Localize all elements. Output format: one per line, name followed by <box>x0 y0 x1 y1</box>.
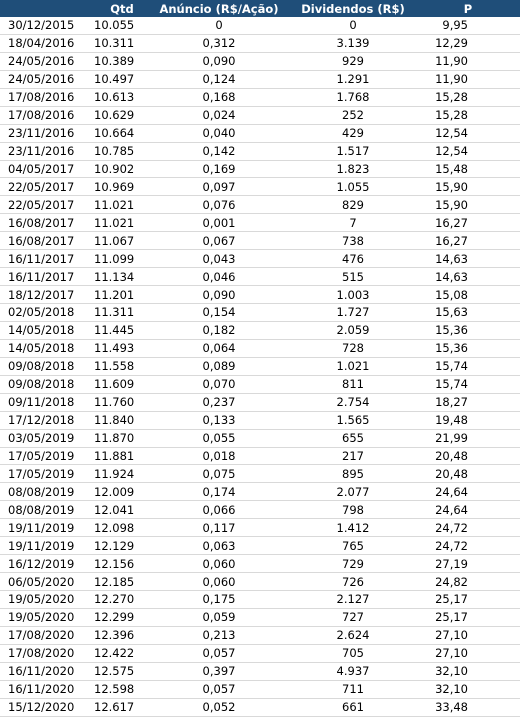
cell-anuncio: 0,066 <box>202 502 236 517</box>
cell-anuncio: 0,182 <box>202 323 236 338</box>
cell-date: 17/08/2016 <box>8 90 75 105</box>
cell-qtd: 11.609 <box>94 377 135 392</box>
cell-qtd: 11.760 <box>94 395 135 410</box>
cell-dividendos: 4.937 <box>336 664 370 679</box>
cell-qtd: 10.613 <box>94 90 135 105</box>
cell-date: 08/08/2019 <box>8 484 75 499</box>
cell-dividendos: 2.127 <box>336 592 370 607</box>
cell-p: 16,27 <box>435 233 468 248</box>
cell-qtd: 11.870 <box>94 431 135 446</box>
table-row <box>0 232 520 250</box>
table-row <box>0 645 520 663</box>
table-row <box>0 430 520 448</box>
cell-qtd: 11.021 <box>94 215 135 230</box>
cell-p: 24,64 <box>435 484 468 499</box>
table-row <box>0 250 520 268</box>
table-row <box>0 35 520 53</box>
table-row <box>0 143 520 161</box>
cell-anuncio: 0,070 <box>202 377 236 392</box>
table-row <box>0 268 520 286</box>
cell-p: 11,90 <box>435 72 468 87</box>
cell-p: 12,29 <box>435 36 468 51</box>
cell-dividendos: 711 <box>342 682 364 697</box>
cell-p: 12,54 <box>435 144 468 159</box>
cell-dividendos: 811 <box>342 377 364 392</box>
table-row <box>0 214 520 232</box>
cell-p: 19,48 <box>435 413 468 428</box>
table-row <box>0 286 520 304</box>
cell-dividendos: 3.139 <box>336 36 370 51</box>
cell-anuncio: 0,089 <box>202 359 236 374</box>
table-row <box>0 555 520 573</box>
table-row <box>0 178 520 196</box>
cell-anuncio: 0,057 <box>202 682 236 697</box>
cell-p: 32,10 <box>435 682 468 697</box>
cell-dividendos: 661 <box>342 700 364 715</box>
cell-anuncio: 0,059 <box>202 610 236 625</box>
cell-anuncio: 0,312 <box>202 36 236 51</box>
table-header <box>0 0 520 17</box>
cell-date: 16/11/2017 <box>8 251 75 266</box>
cell-anuncio: 0,001 <box>202 215 236 230</box>
cell-anuncio: 0,090 <box>202 54 236 69</box>
cell-dividendos: 476 <box>342 251 364 266</box>
cell-date: 17/12/2018 <box>8 413 75 428</box>
cell-date: 17/05/2019 <box>8 466 75 481</box>
table-row <box>0 340 520 358</box>
cell-anuncio: 0 <box>215 18 223 33</box>
cell-qtd: 12.156 <box>94 556 135 571</box>
cell-p: 14,63 <box>435 251 468 266</box>
table-row <box>0 501 520 519</box>
cell-p: 15,90 <box>435 197 468 212</box>
table-row <box>0 483 520 501</box>
table-row <box>0 17 520 35</box>
cell-p: 24,82 <box>435 574 468 589</box>
cell-p: 27,10 <box>435 646 468 661</box>
table-row <box>0 609 520 627</box>
cell-dividendos: 738 <box>342 233 364 248</box>
cell-anuncio: 0,018 <box>202 448 236 463</box>
cell-date: 24/05/2016 <box>8 72 75 87</box>
cell-qtd: 11.099 <box>94 251 135 266</box>
cell-dividendos: 1.768 <box>336 90 370 105</box>
cell-dividendos: 2.077 <box>336 484 370 499</box>
table-row <box>0 699 520 717</box>
cell-anuncio: 0,213 <box>202 628 236 643</box>
cell-qtd: 10.629 <box>94 108 135 123</box>
cell-p: 12,54 <box>435 126 468 141</box>
cell-qtd: 11.558 <box>94 359 135 374</box>
cell-anuncio: 0,040 <box>202 126 236 141</box>
cell-p: 15,08 <box>435 287 468 302</box>
cell-date: 19/11/2019 <box>8 538 75 553</box>
cell-dividendos: 217 <box>342 448 364 463</box>
cell-date: 02/05/2018 <box>8 305 75 320</box>
cell-p: 25,17 <box>435 592 468 607</box>
cell-p: 15,63 <box>435 305 468 320</box>
cell-qtd: 12.396 <box>94 628 135 643</box>
cell-qtd: 10.055 <box>94 18 135 33</box>
cell-qtd: 10.785 <box>94 144 135 159</box>
cell-p: 15,28 <box>435 90 468 105</box>
cell-date: 18/12/2017 <box>8 287 75 302</box>
cell-qtd: 12.098 <box>94 520 135 535</box>
cell-qtd: 12.422 <box>94 646 135 661</box>
cell-date: 16/08/2017 <box>8 233 75 248</box>
cell-dividendos: 1.823 <box>336 161 370 176</box>
header-dividendos: Dividendos (R$) <box>301 1 405 16</box>
cell-anuncio: 0,117 <box>202 520 236 535</box>
table-row <box>0 71 520 89</box>
cell-date: 06/05/2020 <box>8 574 75 589</box>
cell-date: 14/05/2018 <box>8 341 75 356</box>
cell-qtd: 10.902 <box>94 161 135 176</box>
cell-qtd: 12.598 <box>94 682 135 697</box>
table-row <box>0 107 520 125</box>
cell-p: 15,90 <box>435 179 468 194</box>
cell-dividendos: 765 <box>342 538 364 553</box>
cell-date: 17/08/2020 <box>8 646 75 661</box>
table-row <box>0 681 520 699</box>
cell-qtd: 11.067 <box>94 233 135 248</box>
cell-dividendos: 728 <box>342 341 364 356</box>
cell-p: 20,48 <box>435 448 468 463</box>
cell-qtd: 10.664 <box>94 126 135 141</box>
cell-p: 27,19 <box>435 556 468 571</box>
cell-p: 21,99 <box>435 431 468 446</box>
cell-date: 16/08/2017 <box>8 215 75 230</box>
cell-p: 24,72 <box>435 538 468 553</box>
cell-p: 14,63 <box>435 269 468 284</box>
cell-date: 19/11/2019 <box>8 520 75 535</box>
cell-dividendos: 1.727 <box>336 305 370 320</box>
cell-date: 15/12/2020 <box>8 700 75 715</box>
cell-dividendos: 429 <box>342 126 364 141</box>
cell-dividendos: 1.517 <box>336 144 370 159</box>
cell-date: 14/05/2018 <box>8 323 75 338</box>
cell-date: 23/11/2016 <box>8 126 75 141</box>
cell-anuncio: 0,024 <box>202 108 236 123</box>
cell-qtd: 10.311 <box>94 36 135 51</box>
cell-dividendos: 726 <box>342 574 364 589</box>
cell-qtd: 11.881 <box>94 448 135 463</box>
cell-date: 30/12/2015 <box>8 18 75 33</box>
cell-dividendos: 0 <box>349 18 357 33</box>
cell-qtd: 11.134 <box>94 269 135 284</box>
cell-p: 16,27 <box>435 215 468 230</box>
cell-dividendos: 705 <box>342 646 364 661</box>
cell-p: 9,95 <box>442 18 468 33</box>
cell-dividendos: 895 <box>342 466 364 481</box>
table-row <box>0 304 520 322</box>
cell-p: 15,48 <box>435 161 468 176</box>
cell-date: 16/11/2020 <box>8 664 75 679</box>
cell-p: 11,90 <box>435 54 468 69</box>
cell-anuncio: 0,154 <box>202 305 236 320</box>
cell-p: 27,10 <box>435 628 468 643</box>
cell-date: 17/08/2016 <box>8 108 75 123</box>
cell-anuncio: 0,175 <box>202 592 236 607</box>
cell-qtd: 12.575 <box>94 664 135 679</box>
cell-date: 22/05/2017 <box>8 197 75 212</box>
cell-p: 24,64 <box>435 502 468 517</box>
cell-qtd: 10.969 <box>94 179 135 194</box>
cell-anuncio: 0,397 <box>202 664 236 679</box>
cell-dividendos: 2.754 <box>336 395 370 410</box>
cell-dividendos: 1.055 <box>336 179 370 194</box>
cell-anuncio: 0,046 <box>202 269 236 284</box>
cell-date: 09/11/2018 <box>8 395 75 410</box>
cell-p: 33,48 <box>435 700 468 715</box>
table-row <box>0 627 520 645</box>
cell-p: 25,17 <box>435 610 468 625</box>
cell-dividendos: 929 <box>342 54 364 69</box>
cell-dividendos: 1.021 <box>336 359 370 374</box>
table-row <box>0 125 520 143</box>
header-qtd: Qtd <box>110 1 134 16</box>
cell-qtd: 11.311 <box>94 305 135 320</box>
header-p: P <box>463 1 473 16</box>
cell-anuncio: 0,169 <box>202 161 236 176</box>
cell-qtd: 12.041 <box>94 502 135 517</box>
cell-date: 17/05/2019 <box>8 448 75 463</box>
cell-qtd: 10.497 <box>94 72 135 87</box>
header-anuncio: Anúncio (R$/Ação) <box>159 1 279 16</box>
cell-anuncio: 0,057 <box>202 646 236 661</box>
cell-p: 24,72 <box>435 520 468 535</box>
cell-date: 03/05/2019 <box>8 431 75 446</box>
cell-dividendos: 252 <box>342 108 364 123</box>
cell-anuncio: 0,052 <box>202 700 236 715</box>
cell-anuncio: 0,075 <box>202 466 236 481</box>
cell-dividendos: 1.291 <box>336 72 370 87</box>
cell-anuncio: 0,142 <box>202 144 236 159</box>
cell-date: 16/11/2020 <box>8 682 75 697</box>
cell-anuncio: 0,043 <box>202 251 236 266</box>
cell-anuncio: 0,237 <box>202 395 236 410</box>
cell-qtd: 11.493 <box>94 341 135 356</box>
table-row <box>0 53 520 71</box>
table-row <box>0 322 520 340</box>
cell-qtd: 12.185 <box>94 574 135 589</box>
cell-qtd: 12.009 <box>94 484 135 499</box>
cell-anuncio: 0,055 <box>202 431 236 446</box>
cell-p: 15,36 <box>435 341 468 356</box>
cell-p: 15,74 <box>435 359 468 374</box>
cell-date: 19/05/2020 <box>8 610 75 625</box>
table-row <box>0 412 520 430</box>
cell-date: 09/08/2018 <box>8 377 75 392</box>
table-row <box>0 573 520 591</box>
cell-p: 15,28 <box>435 108 468 123</box>
cell-dividendos: 729 <box>342 556 364 571</box>
cell-anuncio: 0,174 <box>202 484 236 499</box>
table-row <box>0 196 520 214</box>
cell-date: 08/08/2019 <box>8 502 75 517</box>
cell-date: 04/05/2017 <box>8 161 75 176</box>
cell-anuncio: 0,067 <box>202 233 236 248</box>
cell-anuncio: 0,064 <box>202 341 236 356</box>
cell-qtd: 11.201 <box>94 287 135 302</box>
cell-dividendos: 727 <box>342 610 364 625</box>
cell-p: 15,36 <box>435 323 468 338</box>
table-row <box>0 465 520 483</box>
table-row <box>0 394 520 412</box>
cell-p: 32,10 <box>435 664 468 679</box>
table-row <box>0 591 520 609</box>
cell-date: 17/08/2020 <box>8 628 75 643</box>
cell-anuncio: 0,076 <box>202 197 236 212</box>
cell-anuncio: 0,168 <box>202 90 236 105</box>
cell-dividendos: 7 <box>349 215 357 230</box>
table-row <box>0 519 520 537</box>
cell-date: 19/05/2020 <box>8 592 75 607</box>
cell-qtd: 11.021 <box>94 197 135 212</box>
cell-anuncio: 0,060 <box>202 574 236 589</box>
cell-date: 09/08/2018 <box>8 359 75 374</box>
cell-dividendos: 1.412 <box>336 520 370 535</box>
table-row <box>0 537 520 555</box>
cell-date: 16/12/2019 <box>8 556 75 571</box>
cell-date: 18/04/2016 <box>8 36 75 51</box>
cell-anuncio: 0,133 <box>202 413 236 428</box>
cell-qtd: 12.129 <box>94 538 135 553</box>
cell-date: 24/05/2016 <box>8 54 75 69</box>
cell-p: 20,48 <box>435 466 468 481</box>
cell-dividendos: 2.624 <box>336 628 370 643</box>
cell-anuncio: 0,060 <box>202 556 236 571</box>
cell-qtd: 10.389 <box>94 54 135 69</box>
cell-dividendos: 1.003 <box>336 287 370 302</box>
table-row <box>0 358 520 376</box>
cell-anuncio: 0,124 <box>202 72 236 87</box>
cell-dividendos: 798 <box>342 502 364 517</box>
cell-dividendos: 655 <box>342 431 364 446</box>
cell-date: 23/11/2016 <box>8 144 75 159</box>
cell-dividendos: 515 <box>342 269 364 284</box>
cell-anuncio: 0,097 <box>202 179 236 194</box>
table-row <box>0 448 520 466</box>
table-row <box>0 89 520 107</box>
cell-qtd: 12.299 <box>94 610 135 625</box>
cell-anuncio: 0,063 <box>202 538 236 553</box>
cell-qtd: 12.270 <box>94 592 135 607</box>
cell-qtd: 11.924 <box>94 466 135 481</box>
cell-dividendos: 2.059 <box>336 323 370 338</box>
cell-dividendos: 1.565 <box>336 413 370 428</box>
table-row <box>0 161 520 179</box>
table-row <box>0 663 520 681</box>
cell-qtd: 12.617 <box>94 700 135 715</box>
cell-p: 15,74 <box>435 377 468 392</box>
cell-date: 16/11/2017 <box>8 269 75 284</box>
table-body <box>0 17 520 717</box>
cell-qtd: 11.840 <box>94 413 135 428</box>
cell-date: 22/05/2017 <box>8 179 75 194</box>
cell-qtd: 11.445 <box>94 323 135 338</box>
table-row <box>0 376 520 394</box>
cell-p: 18,27 <box>435 395 468 410</box>
cell-dividendos: 829 <box>342 197 364 212</box>
cell-anuncio: 0,090 <box>202 287 236 302</box>
